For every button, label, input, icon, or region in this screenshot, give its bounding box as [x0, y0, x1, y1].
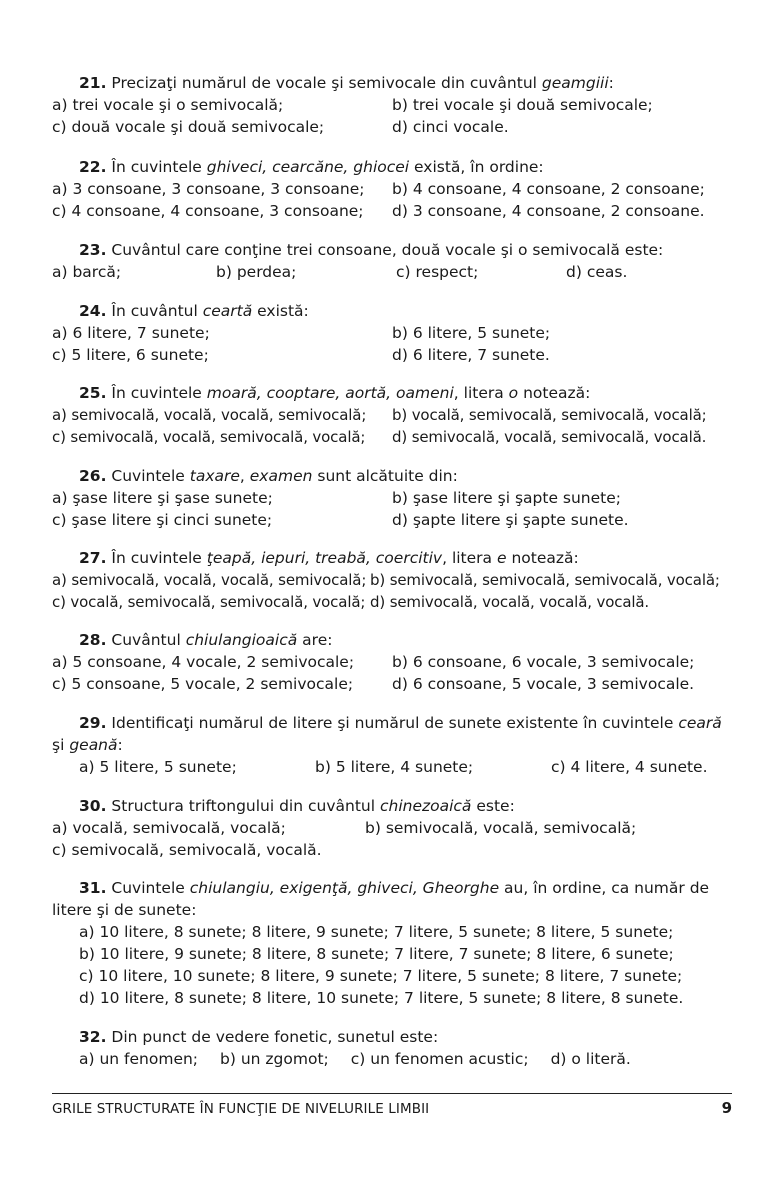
- option-a: a) trei vocale şi o semivocală;: [52, 96, 284, 114]
- option-b: b) semivocală, semivocală, semivocală, vocală;: [370, 571, 720, 589]
- option-c: c) 4 litere, 4 sunete.: [551, 758, 708, 776]
- option-b: b) un zgomot;: [220, 1050, 329, 1068]
- question-24: [52, 300, 732, 366]
- question-25: [52, 382, 732, 448]
- question-stem: 31. Cuvintele chiulangiu, exigenţă, ghiveci, Gheorghe au, în ordine, ca număr de litere şi de sunete:: [52, 879, 710, 919]
- option-a: a) 5 consoane, 4 vocale, 2 semivocale;: [52, 653, 355, 671]
- option-d: d) 6 litere, 7 sunete.: [392, 346, 550, 364]
- option-c: c) vocală, semivocală, semivocală, vocală;: [52, 593, 366, 611]
- option-d: d) semivocală, vocală, semivocală, vocală.: [392, 428, 707, 446]
- option-c: c) un fenomen acustic;: [350, 1050, 529, 1068]
- option-b: b) 6 consoane, 6 vocale, 3 semivocale;: [392, 653, 695, 671]
- option-c: c) semivocală, vocală, semivocală, vocală;: [52, 428, 366, 446]
- option-c: c) 4 consoane, 4 consoane, 3 consoane;: [52, 202, 364, 220]
- question-stem: 28. Cuvântul chiulangioaică are:: [79, 631, 333, 649]
- option-c: c) semivocală, semivocală, vocală.: [52, 841, 322, 859]
- footer-divider: [52, 1093, 732, 1094]
- option-a: a) 5 litere, 5 sunete;: [79, 758, 237, 776]
- question-stem: 23. Cuvântul care conţine trei consoane, două vocale şi o semivocală este:: [79, 241, 664, 259]
- option-a: a) barcă;: [52, 263, 122, 281]
- option-d: d) o literă.: [550, 1050, 631, 1068]
- question-stem: 21. Precizaţi numărul de vocale şi semivocale din cuvântul geamgiii:: [79, 74, 614, 92]
- question-stem: 27. În cuvintele ţeapă, iepuri, treabă, coercitiv, litera e notează:: [79, 549, 579, 567]
- question-stem: 30. Structura triftongului din cuvântul chinezoaică este:: [79, 797, 515, 815]
- question-31: [52, 877, 732, 1009]
- option-a: a) semivocală, vocală, vocală, semivocală;: [52, 571, 367, 589]
- option-a: a) un fenomen;: [79, 1050, 199, 1068]
- option-b: b) 10 litere, 9 sunete; 8 litere, 8 sunete; 7 litere, 7 sunete; 8 litere, 6 sunete;: [79, 945, 674, 963]
- question-stem: 26. Cuvintele taxare, examen sunt alcătuite din:: [79, 467, 458, 485]
- option-a: a) 10 litere, 8 sunete; 8 litere, 9 sunete; 7 litere, 5 sunete; 8 litere, 5 sunete;: [79, 923, 674, 941]
- question-27: [52, 547, 732, 613]
- option-a: a) şase litere şi şase sunete;: [52, 489, 273, 507]
- option-a: a) 6 litere, 7 sunete;: [52, 324, 210, 342]
- option-c: c) două vocale şi două semivocale;: [52, 118, 325, 136]
- option-b: b) 6 litere, 5 sunete;: [392, 324, 551, 342]
- question-32: [52, 1026, 732, 1070]
- option-a: a) semivocală, vocală, vocală, semivocală;: [52, 406, 367, 424]
- option-d: d) şapte litere şi şapte sunete.: [392, 511, 629, 529]
- question-stem: 25. În cuvintele moară, cooptare, aortă, oameni, litera o notează:: [79, 384, 591, 402]
- option-d: d) 10 litere, 8 sunete; 8 litere, 10 sunete; 7 litere, 5 sunete; 8 litere, 8 sunete.: [79, 989, 684, 1007]
- option-c: c) 5 litere, 6 sunete;: [52, 346, 209, 364]
- question-stem: 24. În cuvântul ceartă există:: [79, 302, 309, 320]
- question-stem: 29. Identificaţi numărul de litere şi numărul de sunete existente în cuvintele ceară şi geană:: [52, 714, 722, 754]
- question-21: [52, 72, 732, 138]
- option-b: b) şase litere şi şapte sunete;: [392, 489, 622, 507]
- option-b: b) 4 consoane, 4 consoane, 2 consoane;: [392, 180, 705, 198]
- option-b: b) semivocală, vocală, semivocală;: [365, 819, 637, 837]
- question-29: [52, 712, 732, 778]
- option-c: c) 5 consoane, 5 vocale, 2 semivocale;: [52, 675, 354, 693]
- question-stem: 22. În cuvintele ghiveci, cearcăne, ghiocei există, în ordine:: [79, 158, 544, 176]
- option-d: d) semivocală, vocală, vocală, vocală.: [370, 593, 650, 611]
- question-30: [52, 795, 732, 861]
- option-d: d) 6 consoane, 5 vocale, 3 semivocale.: [392, 675, 695, 693]
- option-a: a) 3 consoane, 3 consoane, 3 consoane;: [52, 180, 365, 198]
- option-b: b) vocală, semivocală, semivocală, vocală;: [392, 406, 707, 424]
- question-26: [52, 465, 732, 531]
- option-c: c) respect;: [396, 263, 479, 281]
- page-number: 9: [721, 1099, 732, 1117]
- footer-title: GRILE STRUCTURATE ÎN FUNCŢIE DE NIVELURILE LIMBII: [52, 1101, 430, 1117]
- question-23: [52, 239, 732, 283]
- option-a: a) vocală, semivocală, vocală;: [52, 819, 286, 837]
- option-d: d) ceas.: [566, 263, 628, 281]
- option-b: b) perdea;: [216, 263, 297, 281]
- option-d: d) cinci vocale.: [392, 118, 509, 136]
- question-stem: 32. Din punct de vedere fonetic, sunetul este:: [79, 1028, 439, 1046]
- option-c: c) şase litere şi cinci sunete;: [52, 511, 273, 529]
- option-d: d) 3 consoane, 4 consoane, 2 consoane.: [392, 202, 705, 220]
- question-22: [52, 156, 732, 222]
- option-b: b) 5 litere, 4 sunete;: [315, 758, 474, 776]
- option-c: c) 10 litere, 10 sunete; 8 litere, 9 sunete; 7 litere, 5 sunete; 8 litere, 7 sunete;: [79, 967, 683, 985]
- option-b: b) trei vocale şi două semivocale;: [392, 96, 653, 114]
- question-28: [52, 629, 732, 695]
